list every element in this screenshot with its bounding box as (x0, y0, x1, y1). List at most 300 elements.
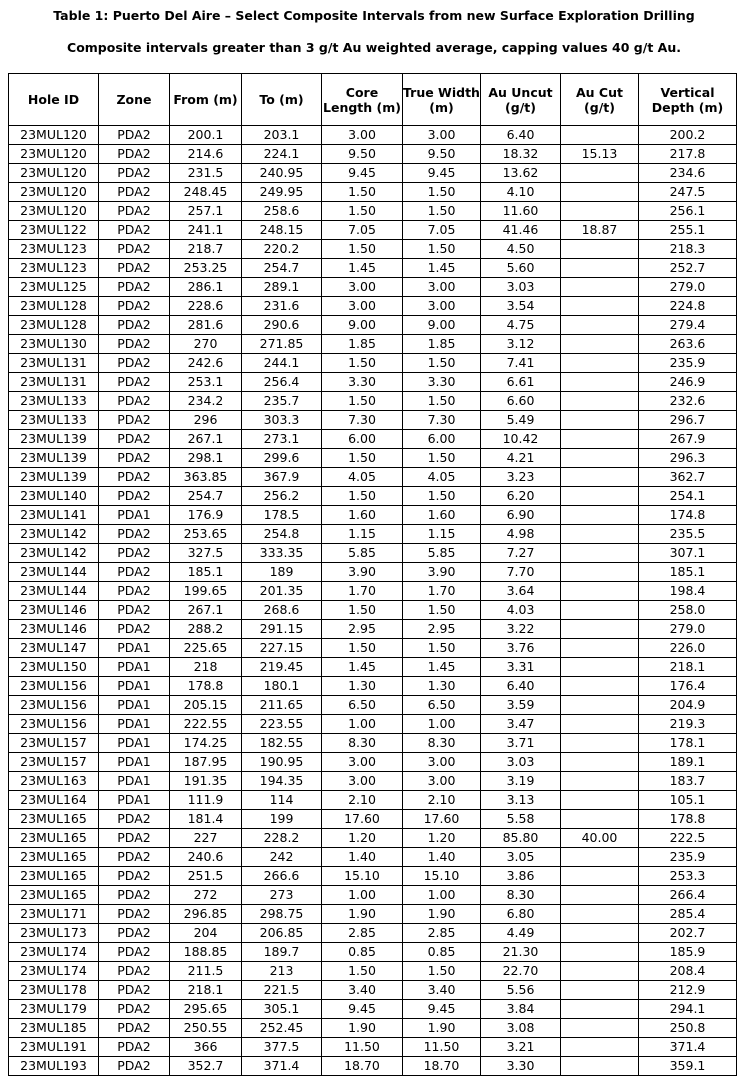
table-cell: 0.85 (322, 943, 403, 962)
table-cell: 281.6 (170, 316, 242, 335)
table-cell: PDA2 (99, 126, 170, 145)
table-cell: 1.50 (322, 601, 403, 620)
table-cell: 23MUL142 (9, 544, 99, 563)
table-cell: 182.55 (242, 734, 322, 753)
table-cell: 15.10 (322, 867, 403, 886)
table-cell: 3.12 (481, 335, 561, 354)
table-cell: PDA2 (99, 924, 170, 943)
table-cell: 253.1 (170, 373, 242, 392)
table-cell: 3.30 (481, 1057, 561, 1076)
table-cell: 220.2 (242, 240, 322, 259)
table-row (9, 981, 737, 1000)
table-cell: 299.6 (242, 449, 322, 468)
table-cell: 255.1 (639, 221, 737, 240)
table-cell (561, 392, 639, 411)
table-cell: 219.45 (242, 658, 322, 677)
table-cell: 1.30 (403, 677, 481, 696)
table-cell: 232.6 (639, 392, 737, 411)
table-cell: 303.3 (242, 411, 322, 430)
table-cell: 4.98 (481, 525, 561, 544)
table-cell: 253.65 (170, 525, 242, 544)
table-cell: 7.05 (403, 221, 481, 240)
table-cell: 253.3 (639, 867, 737, 886)
table-cell: 6.40 (481, 126, 561, 145)
table-cell: 218.7 (170, 240, 242, 259)
table-cell: 3.19 (481, 772, 561, 791)
table-cell: 1.50 (322, 449, 403, 468)
table-row (9, 753, 737, 772)
table-cell (561, 430, 639, 449)
table-cell (561, 487, 639, 506)
table-cell: 6.50 (403, 696, 481, 715)
table-cell: 2.95 (322, 620, 403, 639)
table-cell: 5.60 (481, 259, 561, 278)
table-cell: 7.30 (403, 411, 481, 430)
table-cell: 5.85 (403, 544, 481, 563)
table-cell: 1.50 (322, 183, 403, 202)
table-cell: 3.00 (403, 753, 481, 772)
table-cell: 3.90 (403, 563, 481, 582)
table-row (9, 316, 737, 335)
table-cell (561, 791, 639, 810)
table-cell: 3.40 (322, 981, 403, 1000)
table-row (9, 259, 737, 278)
table-cell (561, 715, 639, 734)
table-cell: 3.23 (481, 468, 561, 487)
table-cell: 191.35 (170, 772, 242, 791)
table-cell (561, 772, 639, 791)
table-cell: 250.8 (639, 1019, 737, 1038)
table-cell: 3.08 (481, 1019, 561, 1038)
table-cell: 371.4 (639, 1038, 737, 1057)
table-cell: PDA2 (99, 867, 170, 886)
table-cell: 1.50 (322, 392, 403, 411)
table-cell: 1.00 (403, 886, 481, 905)
table-cell: 3.64 (481, 582, 561, 601)
table-cell: 219.3 (639, 715, 737, 734)
table-row (9, 202, 737, 221)
table-row (9, 886, 737, 905)
table-cell: 2.85 (322, 924, 403, 943)
table-cell: 1.20 (322, 829, 403, 848)
table-cell: 199 (242, 810, 322, 829)
table-row (9, 791, 737, 810)
table-cell: 254.1 (639, 487, 737, 506)
table-cell: 218.1 (170, 981, 242, 1000)
table-cell: 9.50 (322, 145, 403, 164)
table-cell: 1.90 (322, 905, 403, 924)
table-cell: 0.85 (403, 943, 481, 962)
table-cell: 4.05 (403, 468, 481, 487)
table-cell: 3.54 (481, 297, 561, 316)
table-cell: 225.65 (170, 639, 242, 658)
table-cell: 23MUL120 (9, 145, 99, 164)
header-row (9, 74, 737, 126)
table-cell: 273 (242, 886, 322, 905)
table-row (9, 905, 737, 924)
table-cell (561, 1057, 639, 1076)
table-cell: PDA2 (99, 962, 170, 981)
table-cell: 178.8 (639, 810, 737, 829)
table-cell: 4.05 (322, 468, 403, 487)
table-cell: 228.6 (170, 297, 242, 316)
table-cell: PDA2 (99, 1038, 170, 1057)
table-cell: 217.8 (639, 145, 737, 164)
table-cell: 231.5 (170, 164, 242, 183)
table-cell: 211.5 (170, 962, 242, 981)
table-cell: 362.7 (639, 468, 737, 487)
table-cell: 1.60 (322, 506, 403, 525)
table-row (9, 278, 737, 297)
table-cell: 3.00 (322, 278, 403, 297)
table-cell: 1.00 (403, 715, 481, 734)
table-cell: 11.50 (322, 1038, 403, 1057)
table-cell: 178.1 (639, 734, 737, 753)
table-cell (561, 582, 639, 601)
table-cell: 1.40 (322, 848, 403, 867)
table-row (9, 487, 737, 506)
table-cell: 3.40 (403, 981, 481, 1000)
table-cell: PDA2 (99, 259, 170, 278)
table-cell (561, 1019, 639, 1038)
table-cell: PDA2 (99, 354, 170, 373)
table-cell: PDA2 (99, 221, 170, 240)
table-row (9, 1019, 737, 1038)
table-cell: 23MUL120 (9, 183, 99, 202)
table-cell: 114 (242, 791, 322, 810)
table-cell: 218.1 (639, 658, 737, 677)
table-cell (561, 981, 639, 1000)
table-cell: 222.5 (639, 829, 737, 848)
table-cell (561, 962, 639, 981)
table-cell: 9.45 (403, 164, 481, 183)
table-cell: 23MUL130 (9, 335, 99, 354)
table-cell: 23MUL165 (9, 867, 99, 886)
table-cell: 367.9 (242, 468, 322, 487)
table-cell: 10.42 (481, 430, 561, 449)
table-row (9, 145, 737, 164)
table-cell: PDA2 (99, 905, 170, 924)
table-cell: 241.1 (170, 221, 242, 240)
table-cell: 248.45 (170, 183, 242, 202)
table-cell: 242 (242, 848, 322, 867)
table-cell: PDA2 (99, 848, 170, 867)
table-cell (561, 525, 639, 544)
table-cell: PDA2 (99, 582, 170, 601)
table-cell: PDA2 (99, 202, 170, 221)
table-cell: 377.5 (242, 1038, 322, 1057)
table-cell: 202.7 (639, 924, 737, 943)
table-cell: 41.46 (481, 221, 561, 240)
table-cell: 254.7 (242, 259, 322, 278)
table-cell (561, 126, 639, 145)
table-cell: 1.90 (403, 905, 481, 924)
table-cell: PDA2 (99, 525, 170, 544)
table-cell: 194.35 (242, 772, 322, 791)
table-row (9, 677, 737, 696)
table-row (9, 164, 737, 183)
table-cell: 3.90 (322, 563, 403, 582)
table-cell: 7.27 (481, 544, 561, 563)
table-cell: 18.70 (403, 1057, 481, 1076)
table-cell: 6.00 (322, 430, 403, 449)
table-row (9, 297, 737, 316)
table-row (9, 563, 737, 582)
table-cell: 23MUL131 (9, 373, 99, 392)
table-cell: 4.10 (481, 183, 561, 202)
table-row (9, 658, 737, 677)
table-cell: 15.10 (403, 867, 481, 886)
table-cell: 23MUL144 (9, 582, 99, 601)
table-cell: 254.8 (242, 525, 322, 544)
table-cell: 296.85 (170, 905, 242, 924)
table-cell: 252.7 (639, 259, 737, 278)
table-cell: 199.65 (170, 582, 242, 601)
table-cell (561, 1000, 639, 1019)
table-cell: 21.30 (481, 943, 561, 962)
table-cell: 23MUL142 (9, 525, 99, 544)
table-cell (561, 601, 639, 620)
table-cell: 1.70 (403, 582, 481, 601)
table-cell: 1.50 (322, 487, 403, 506)
column-header: Zone (99, 74, 170, 126)
table-cell: 8.30 (322, 734, 403, 753)
table-row (9, 734, 737, 753)
table-cell: 187.95 (170, 753, 242, 772)
table-cell: PDA2 (99, 316, 170, 335)
table-cell: 180.1 (242, 677, 322, 696)
table-cell: 200.1 (170, 126, 242, 145)
table-cell: 212.9 (639, 981, 737, 1000)
table-cell: PDA2 (99, 430, 170, 449)
table-cell: 305.1 (242, 1000, 322, 1019)
table-cell: 1.00 (322, 886, 403, 905)
table-cell: 13.62 (481, 164, 561, 183)
table-cell: PDA2 (99, 981, 170, 1000)
table-cell: 1.50 (403, 639, 481, 658)
table-cell: 18.70 (322, 1057, 403, 1076)
table-cell: 190.95 (242, 753, 322, 772)
table-cell: 15.13 (561, 145, 639, 164)
table-cell: 174.8 (639, 506, 737, 525)
table-subtitle: Composite intervals greater than 3 g/t Au weighted average, capping values 40 g/t Au. (67, 40, 681, 55)
table-cell: 1.45 (403, 259, 481, 278)
table-cell (561, 753, 639, 772)
table-cell: 235.5 (639, 525, 737, 544)
table-cell: 23MUL133 (9, 392, 99, 411)
table-cell: 17.60 (322, 810, 403, 829)
table-cell: 40.00 (561, 829, 639, 848)
column-header: Au Cut (g/t) (561, 74, 639, 126)
table-cell: 6.20 (481, 487, 561, 506)
table-cell: 6.00 (403, 430, 481, 449)
table-cell (561, 696, 639, 715)
table-cell: 247.5 (639, 183, 737, 202)
table-cell: 23MUL139 (9, 430, 99, 449)
table-cell: 254.7 (170, 487, 242, 506)
table-cell: 7.05 (322, 221, 403, 240)
table-cell: 178.5 (242, 506, 322, 525)
table-cell: 23MUL131 (9, 354, 99, 373)
table-cell: PDA1 (99, 658, 170, 677)
table-cell: 3.71 (481, 734, 561, 753)
table-row (9, 943, 737, 962)
table-cell: PDA2 (99, 601, 170, 620)
table-cell: PDA1 (99, 506, 170, 525)
table-cell: 23MUL156 (9, 696, 99, 715)
table-cell: 204 (170, 924, 242, 943)
table-cell: 9.50 (403, 145, 481, 164)
table-cell: 3.05 (481, 848, 561, 867)
table-cell: 5.56 (481, 981, 561, 1000)
table-cell: 218 (170, 658, 242, 677)
table-cell: 258.0 (639, 601, 737, 620)
table-body (9, 126, 737, 1076)
table-row (9, 468, 737, 487)
table-row (9, 221, 737, 240)
table-cell: 272 (170, 886, 242, 905)
table-cell: 1.50 (403, 392, 481, 411)
table-cell: 228.2 (242, 829, 322, 848)
table-cell: 205.15 (170, 696, 242, 715)
table-cell: 7.41 (481, 354, 561, 373)
table-cell: 249.95 (242, 183, 322, 202)
table-row (9, 392, 737, 411)
table-cell: 4.21 (481, 449, 561, 468)
table-cell (561, 259, 639, 278)
table-cell (561, 202, 639, 221)
table-row (9, 829, 737, 848)
table-cell: 1.50 (403, 601, 481, 620)
table-cell: 11.60 (481, 202, 561, 221)
table-cell: 307.1 (639, 544, 737, 563)
table-row (9, 1038, 737, 1057)
table-row (9, 715, 737, 734)
table-cell: PDA2 (99, 563, 170, 582)
table-cell: 1.50 (322, 240, 403, 259)
table-cell: 23MUL128 (9, 316, 99, 335)
table-cell: 1.30 (322, 677, 403, 696)
table-cell: PDA1 (99, 791, 170, 810)
table-cell: 23MUL185 (9, 1019, 99, 1038)
table-cell: 23MUL174 (9, 943, 99, 962)
table-cell: PDA2 (99, 487, 170, 506)
table-cell: 9.45 (403, 1000, 481, 1019)
table-cell: PDA1 (99, 677, 170, 696)
table-cell (561, 468, 639, 487)
table-cell: 240.95 (242, 164, 322, 183)
table-cell: 6.60 (481, 392, 561, 411)
table-cell: 1.45 (403, 658, 481, 677)
table-cell: 11.50 (403, 1038, 481, 1057)
table-cell (561, 240, 639, 259)
table-cell: 1.00 (322, 715, 403, 734)
table-cell: 23MUL150 (9, 658, 99, 677)
table-cell: 290.6 (242, 316, 322, 335)
table-cell: 1.50 (322, 962, 403, 981)
table-cell (561, 677, 639, 696)
table-cell: PDA2 (99, 1000, 170, 1019)
table-cell: 23MUL191 (9, 1038, 99, 1057)
table-cell: 23MUL139 (9, 468, 99, 487)
table-cell: PDA2 (99, 240, 170, 259)
table-cell: 267.1 (170, 601, 242, 620)
table-row (9, 810, 737, 829)
table-cell: 23MUL144 (9, 563, 99, 582)
table-cell: PDA2 (99, 810, 170, 829)
table-cell: 289.1 (242, 278, 322, 297)
table-cell: 1.60 (403, 506, 481, 525)
table-cell: 1.50 (322, 354, 403, 373)
table-cell: 85.80 (481, 829, 561, 848)
table-cell (561, 639, 639, 658)
table-cell: 23MUL193 (9, 1057, 99, 1076)
table-cell: 23MUL157 (9, 753, 99, 772)
table-cell: 267.1 (170, 430, 242, 449)
column-header: True Width (m) (403, 74, 481, 126)
table-cell (561, 1038, 639, 1057)
table-cell: 9.00 (322, 316, 403, 335)
table-row (9, 544, 737, 563)
table-cell: PDA1 (99, 696, 170, 715)
column-header: Hole ID (9, 74, 99, 126)
table-cell: 267.9 (639, 430, 737, 449)
table-cell: PDA2 (99, 829, 170, 848)
table-cell: 1.85 (403, 335, 481, 354)
table-cell: 2.85 (403, 924, 481, 943)
table-title: Table 1: Puerto Del Aire – Select Composite Intervals from new Surface Exploration Drilling (53, 8, 695, 23)
table-cell: 3.00 (403, 126, 481, 145)
table-cell: PDA2 (99, 335, 170, 354)
table-cell: 296.3 (639, 449, 737, 468)
table-row (9, 924, 737, 943)
table-cell: 3.30 (403, 373, 481, 392)
table-cell: 226.0 (639, 639, 737, 658)
table-cell: 235.9 (639, 354, 737, 373)
table-cell: 18.87 (561, 221, 639, 240)
table-cell: 23MUL146 (9, 601, 99, 620)
table-cell: 181.4 (170, 810, 242, 829)
table-cell: PDA2 (99, 373, 170, 392)
table-cell: PDA2 (99, 164, 170, 183)
column-header: From (m) (170, 74, 242, 126)
column-header: Core Length (m) (322, 74, 403, 126)
table-cell: 285.4 (639, 905, 737, 924)
table-cell: 231.6 (242, 297, 322, 316)
table-row (9, 1057, 737, 1076)
table-cell (561, 563, 639, 582)
table-cell: 189.7 (242, 943, 322, 962)
table-cell (561, 734, 639, 753)
table-cell: 291.15 (242, 620, 322, 639)
table-cell: 7.70 (481, 563, 561, 582)
table-cell: 23MUL165 (9, 848, 99, 867)
table-cell: 213 (242, 962, 322, 981)
table-row (9, 430, 737, 449)
table-cell: 23MUL174 (9, 962, 99, 981)
table-cell: 3.00 (322, 753, 403, 772)
table-cell: PDA2 (99, 145, 170, 164)
column-header: Au Uncut (g/t) (481, 74, 561, 126)
column-header: To (m) (242, 74, 322, 126)
table-cell: 3.00 (322, 297, 403, 316)
table-cell (561, 848, 639, 867)
table-cell: 3.00 (403, 772, 481, 791)
table-cell: 371.4 (242, 1057, 322, 1076)
table-cell: 3.00 (322, 772, 403, 791)
table-cell (561, 943, 639, 962)
table-cell: 206.85 (242, 924, 322, 943)
